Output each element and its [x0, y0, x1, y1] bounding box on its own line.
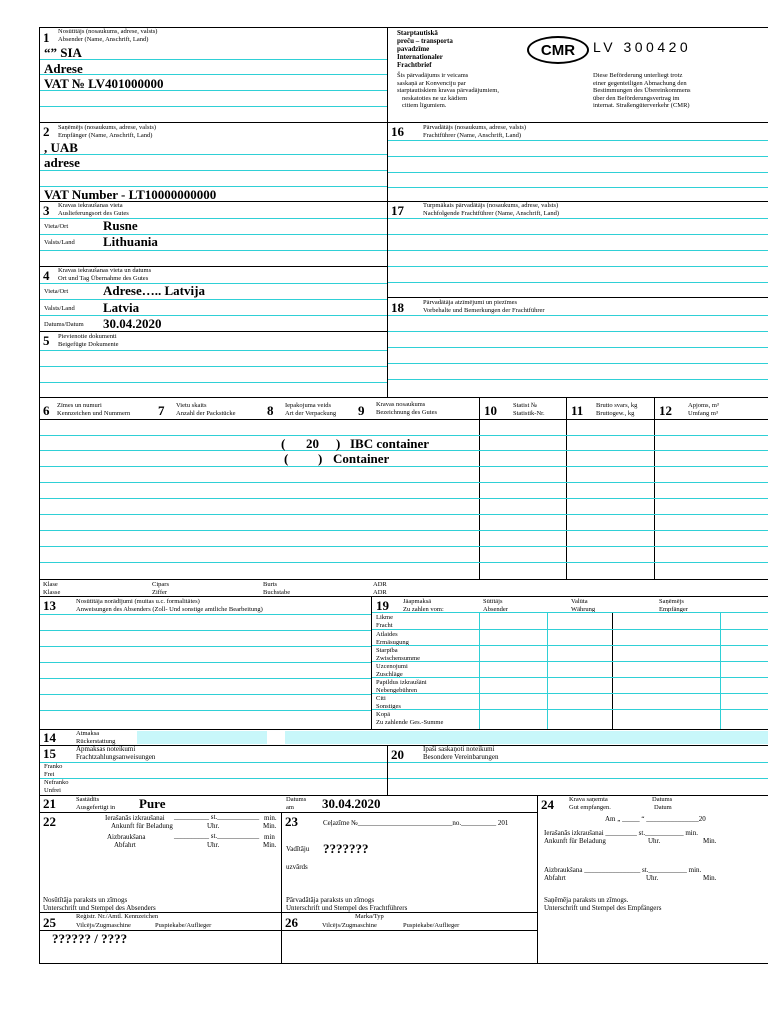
grid-line	[40, 614, 371, 615]
box24-min-de: Min.	[703, 837, 717, 845]
grid-line	[40, 90, 387, 91]
divider	[281, 812, 282, 964]
vehicle-registration[interactable]: ?????? / ????	[52, 931, 128, 946]
carrier-signature-label: Pārvadātāja paraksts un zīmogs Unterschrift und Stempel des Frachtführers	[286, 896, 408, 912]
adr-label: ADR ADR	[373, 581, 387, 596]
goods-line1-close: )	[336, 436, 341, 451]
box22-min2: min	[264, 833, 275, 841]
sender-vat[interactable]: VAT № LV401000000	[44, 76, 164, 91]
box16-label-de: Frachtführer (Name, Anschrift, Land)	[423, 132, 522, 139]
grid-line	[40, 646, 371, 647]
box24-arrive-de: Ankunft für Beladung	[544, 837, 606, 845]
divider	[40, 331, 387, 332]
grid-line	[388, 315, 768, 316]
box25-label-de: Vilcējs/Zugmaschine	[76, 922, 131, 929]
takeover-country[interactable]: Latvia	[103, 300, 140, 315]
box2-number: 2	[43, 124, 50, 139]
divider	[40, 122, 768, 123]
grid-line	[40, 630, 371, 631]
consignee-vat[interactable]: VAT Number - LT10000000000	[44, 187, 217, 202]
issued-place[interactable]: Pure	[139, 796, 166, 811]
divider	[654, 397, 655, 579]
consignee-address[interactable]: adrese	[44, 155, 80, 170]
grid-line	[388, 363, 768, 364]
grid-line	[372, 612, 768, 613]
grid-line	[372, 693, 768, 694]
box22-depart-lv: Aizbraukšana	[107, 833, 146, 841]
grid-line	[40, 762, 387, 763]
box4-label-lv: Kravas iekraušanas vieta un datums	[58, 267, 152, 274]
grid-line	[40, 186, 387, 187]
col-receiver: Saņēmējs Empfänger	[659, 598, 688, 613]
grid-line	[40, 562, 768, 563]
takeover-date[interactable]: 30.04.2020	[103, 316, 162, 331]
divider	[388, 297, 768, 298]
sender-name[interactable]: “” SIA	[44, 45, 82, 60]
box17-label-de: Nachfolgende Frachtführer (Name, Anschrift, Land)	[423, 210, 560, 217]
title-block: Starptautiskā preču – transporta pavadzīme Internationaler Frachtbrief	[397, 29, 453, 69]
grid-line	[388, 234, 768, 235]
col-currency: Valūta Währung	[571, 598, 596, 613]
grid-line	[388, 172, 768, 173]
box26-label-de2: Puspiekabe/Auflieger	[403, 922, 460, 929]
grid-line	[40, 366, 387, 367]
option-nefranko[interactable]: Nefranko Unfrei	[44, 779, 69, 794]
grid-line	[40, 106, 387, 107]
loading-place[interactable]: Rusne	[103, 218, 138, 233]
col11-label-de: Bruttogew., kg	[596, 410, 635, 417]
box18-label-de: Vorbehalte und Bemerkungen der Frachtführer	[423, 307, 545, 314]
grid-line	[40, 662, 371, 663]
sender-signature-label: Nosūtītāja paraksts un zīmogs Unterschrift und Stempel des Absenders	[43, 896, 156, 912]
grid-line	[372, 709, 768, 710]
box22-min-de: Min.	[263, 822, 277, 830]
grid-line	[388, 140, 768, 141]
grid-line	[388, 187, 768, 188]
box3-label-de: Auslieferungsort des Gutes	[58, 210, 129, 217]
box25-label-lv: Reģistr. Nr./Amtl. Kennzeichen	[76, 913, 159, 920]
row-discount: Atlaides Ermäsugung	[376, 631, 409, 646]
box22-uhr: Uhr.	[207, 822, 220, 830]
note-lv: Šis pārvadājums ir veicams saskaņā ar Konvenciju par starptautiskiem kravas pārvadājumiem, neskatoties ne uz kādiem citiem līgumiem.	[397, 72, 499, 109]
box5-label-lv: Pievienotie dokumenti	[58, 333, 117, 340]
box20-label-de: Besondere Vereinbarungen	[423, 753, 499, 761]
box22-depart-field[interactable]: __________ st.____________	[174, 832, 260, 840]
receiver-signature-label: Saņēmēja paraksts un zīmogs. Unterschrift und Stempel des Empfängers	[544, 896, 662, 912]
grid-line	[388, 282, 768, 283]
grid-line	[40, 530, 768, 531]
grid-line	[388, 347, 768, 348]
col6-number: 6	[43, 403, 50, 418]
grid-line	[40, 514, 768, 515]
grid-line	[40, 59, 387, 60]
box1-label-de: Absender (Name, Anschrift, Land)	[58, 36, 149, 43]
box18-label-lv: Pārvadātāja atzīmējumi un piezīmes	[423, 299, 518, 306]
driver-name[interactable]: ???????	[323, 841, 369, 856]
receipt-date-field[interactable]: Am „ _____ “ _______________20	[605, 815, 706, 823]
col9-label-de: Bezeichnung des Gutes	[376, 409, 438, 416]
grid-line	[40, 482, 768, 483]
box4-date-label: Datums/Datum	[44, 321, 84, 328]
surname-label: uzvārds	[286, 863, 308, 871]
box4-place-label: Vieta/Ort	[44, 288, 69, 295]
issued-date[interactable]: 30.04.2020	[322, 796, 381, 811]
box21-date-label-de: am	[286, 804, 294, 811]
grid-line	[40, 170, 387, 171]
box21-label-lv: Sastādīts	[76, 796, 100, 803]
col6-label-lv: Zīmes un numuri	[57, 402, 102, 409]
box3-number: 3	[43, 203, 50, 218]
grid-line	[40, 382, 387, 383]
box22-number: 22	[43, 814, 56, 829]
box2-label-lv: Saņēmējs (nosaukums, adrese, valsts)	[58, 124, 157, 131]
box3-place-label: Vieta/Ort	[44, 223, 69, 230]
box24-min-de2: Min.	[703, 874, 717, 882]
box24-date-lv: Datums	[652, 796, 673, 803]
divider	[40, 397, 768, 398]
col12-label-lv: Apjoms, m³	[688, 402, 719, 409]
grid-line	[40, 350, 387, 351]
box24-depart-de: Abfahrt	[544, 874, 566, 882]
goods-line2-description[interactable]: Container	[333, 451, 390, 466]
box22-arrive-de: Ankunft für Beladung	[111, 822, 173, 830]
grid-line	[40, 234, 387, 235]
box13-label-lv: Nosūtītāja norādījumi (muitas u.c. formalitātes)	[76, 598, 200, 605]
box21-number: 21	[43, 796, 56, 811]
box22-uhr2: Uhr.	[207, 841, 220, 849]
box24-date-de: Datum	[654, 804, 672, 811]
col7-label-de: Anzahl der Packstücke	[176, 410, 236, 417]
box17-number: 17	[391, 203, 404, 218]
box3-label-lv: Kravas iekraušanas vieta	[58, 202, 123, 209]
col10-label-de: Statistik-Nr.	[513, 410, 545, 417]
grid-line	[40, 778, 387, 779]
box20-number: 20	[391, 747, 404, 762]
box14-label-lv: Atmaksa	[76, 730, 100, 737]
box19-number: 19	[376, 598, 389, 613]
box19-label-de: Zu zahlen vom:	[403, 606, 444, 613]
box14-label-de: Rückerstattung	[76, 738, 116, 745]
divider	[40, 419, 768, 420]
col-sender: Sūtītājs Absender	[483, 598, 508, 613]
divider	[40, 596, 768, 597]
box15-label-de: Frachtzahlungsanweisungen	[76, 753, 156, 761]
digit-label: Cipars Ziffer	[152, 581, 169, 596]
box24-label-de: Gut empfangen.	[569, 804, 611, 811]
box5-number: 5	[43, 333, 50, 348]
box4-country-label: Valsts/Land	[44, 305, 75, 312]
col12-label-de: Umfang m³	[688, 410, 718, 417]
grid-line	[388, 250, 768, 251]
goods-line2-close: )	[318, 451, 323, 466]
grid-line	[40, 498, 768, 499]
refund-field-extended[interactable]	[285, 731, 768, 744]
col12-number: 12	[659, 403, 672, 418]
col10-number: 10	[484, 403, 497, 418]
box24-depart[interactable]: Aizbraukšana ________________ st.___________ min.	[544, 866, 702, 874]
box24-uhr: Uhr.	[648, 837, 661, 845]
driver-label: Vadītāju	[286, 845, 310, 853]
divider	[40, 729, 768, 730]
box21-date-label-lv: Datums	[286, 796, 307, 803]
col10-label-lv: Statist №	[513, 402, 538, 409]
grid-line	[40, 466, 768, 467]
box19-label-lv: Jāapmaksā	[403, 598, 432, 605]
col7-label-lv: Vietu skaits	[176, 402, 207, 409]
box26-label-de: Vilcējs/Zugmaschine	[322, 922, 377, 929]
divider	[387, 297, 388, 397]
grid-line	[40, 546, 768, 547]
box15-label-lv: Apmaksas noteikumi	[76, 745, 136, 753]
box3-country-label: Valsts/Land	[44, 239, 75, 246]
box22-arrive-lv: Ierašanās izkraušanai	[105, 814, 165, 822]
box17-label-lv: Turpmākais pārvadātājs (nosaukums, adrese, valsts)	[423, 202, 559, 209]
col8-label-lv: Iepakojuma veids	[285, 402, 332, 409]
row-subtotal: Starpība Zwischensumme	[376, 647, 421, 662]
divider	[387, 27, 388, 340]
sender-address[interactable]: Adrese	[44, 61, 83, 76]
row-total: Kopā Zu zahlende Ges.-Summe	[376, 711, 444, 726]
box2-label-de: Empfänger (Name, Anschrift, Land)	[58, 132, 153, 139]
grid-line	[40, 74, 387, 75]
divider	[40, 201, 768, 202]
box16-label-lv: Pārvadātājs (nosaukums, adrese, valsts)	[423, 124, 527, 131]
divider	[479, 397, 480, 579]
col11-number: 11	[571, 403, 584, 418]
class-label: Klase Klasse	[43, 581, 61, 596]
divider	[40, 930, 537, 931]
consignee-name[interactable]: , UAB	[44, 140, 78, 155]
box21-label-de: Ausgefertigt in	[76, 804, 116, 811]
divider	[566, 397, 567, 579]
grid-line	[40, 218, 387, 219]
box23-number: 23	[285, 814, 298, 829]
col6-label-de: Kennzeichen und Nummern	[57, 410, 131, 417]
box26-label-lv: Marka/Typ	[355, 913, 384, 920]
grid-line	[40, 315, 387, 316]
col9-label-lv: Kravas nosaukums	[376, 401, 426, 408]
box22-min: min.	[264, 814, 277, 822]
divider	[40, 579, 768, 580]
row-freight: Likme Fracht	[376, 614, 393, 629]
waybill-field[interactable]: Ceļazīme №___________________________no.__________ 201	[323, 819, 509, 827]
grid-line	[372, 629, 768, 630]
col11-label-lv: Brutto svars, kg	[596, 402, 638, 409]
grid-line	[372, 661, 768, 662]
grid-line	[388, 778, 768, 779]
row-other: Citi Sonstiges	[376, 695, 401, 710]
grid-line	[388, 762, 768, 763]
box14-number: 14	[43, 730, 56, 745]
goods-line1-description[interactable]: IBC container	[350, 436, 430, 451]
box24-uhr2: Uhr.	[646, 874, 659, 882]
grid-line	[388, 218, 768, 219]
grid-line	[40, 710, 371, 711]
box18-number: 18	[391, 300, 404, 315]
takeover-place[interactable]: Adrese….. Latvija	[103, 283, 205, 298]
grid-line	[388, 156, 768, 157]
box22-min-de2: Min.	[263, 841, 277, 849]
box20-label-lv: Īpaši saskaņoti noteikumi	[423, 745, 495, 753]
loading-country[interactable]: Lithuania	[103, 234, 158, 249]
goods-line1-quantity[interactable]: 20	[306, 436, 319, 451]
divider	[40, 745, 768, 746]
box5-label-de: Beigefügte Dokumente	[58, 341, 119, 348]
divider	[387, 745, 388, 795]
note-de: Diese Beförderung unterliegt trotz einer gegenteiligen Abmachung den Bestimmungen des Übereinkommens über den Beförderungsvertrag im internat. Straßengüterverkehr (CMR)	[593, 72, 691, 109]
goods-line2-open: (	[284, 451, 289, 466]
goods-line1-open: (	[281, 436, 286, 451]
grid-line	[388, 266, 768, 267]
grid-line	[40, 299, 387, 300]
row-surcharges: Uzcenojumi Zuschläge	[376, 663, 408, 678]
box25-label-de2: Puspiekabe/Auflieger	[155, 922, 212, 929]
grid-line	[40, 694, 371, 695]
box24-label-lv: Krava saņemta	[569, 796, 608, 803]
letter-label: Burts Buchstabe	[263, 581, 291, 596]
col8-number: 8	[267, 403, 274, 418]
option-franko[interactable]: Franko Frei	[44, 763, 63, 778]
col7-number: 7	[158, 403, 165, 418]
row-extra-charges: Papildus izkraušāni Nebengebühren	[376, 679, 427, 694]
box13-label-de: Anweisungen des Absenders (Zoll- Und sonstige amtliche Bearbeitung)	[76, 606, 263, 613]
box4-label-de: Ort und Tag Übernahme des Gutes	[58, 275, 149, 282]
box16-number: 16	[391, 124, 404, 139]
col9-number: 9	[358, 403, 365, 418]
grid-line	[388, 331, 768, 332]
box24-arrive[interactable]: Ierašanās izkraušanai _________ st.___________ min.	[544, 829, 698, 837]
box1-number: 1	[43, 30, 50, 45]
grid-line	[372, 677, 768, 678]
grid-line	[40, 678, 371, 679]
grid-line	[40, 154, 387, 155]
grid-line	[372, 645, 768, 646]
box24-number: 24	[541, 797, 554, 812]
box26-number: 26	[285, 915, 298, 930]
divider	[40, 812, 537, 813]
box22-depart-de: Abfahrt	[114, 841, 136, 849]
document-number: LV 300420	[593, 39, 692, 55]
grid-line	[388, 379, 768, 380]
grid-line	[40, 250, 387, 251]
box22-arrive-field[interactable]: __________ st.____________	[174, 813, 260, 821]
refund-field[interactable]	[137, 731, 267, 744]
grid-line	[40, 283, 387, 284]
box4-number: 4	[43, 268, 50, 283]
box25-number: 25	[43, 915, 56, 930]
col8-label-de: Art der Verpackung	[285, 410, 337, 417]
cmr-logo: CMR	[527, 36, 589, 64]
box15-number: 15	[43, 746, 56, 761]
box1-label-lv: Nosūtītājs (nosaukums, adrese, valsts)	[58, 28, 158, 35]
box13-number: 13	[43, 598, 56, 613]
divider	[537, 795, 538, 964]
